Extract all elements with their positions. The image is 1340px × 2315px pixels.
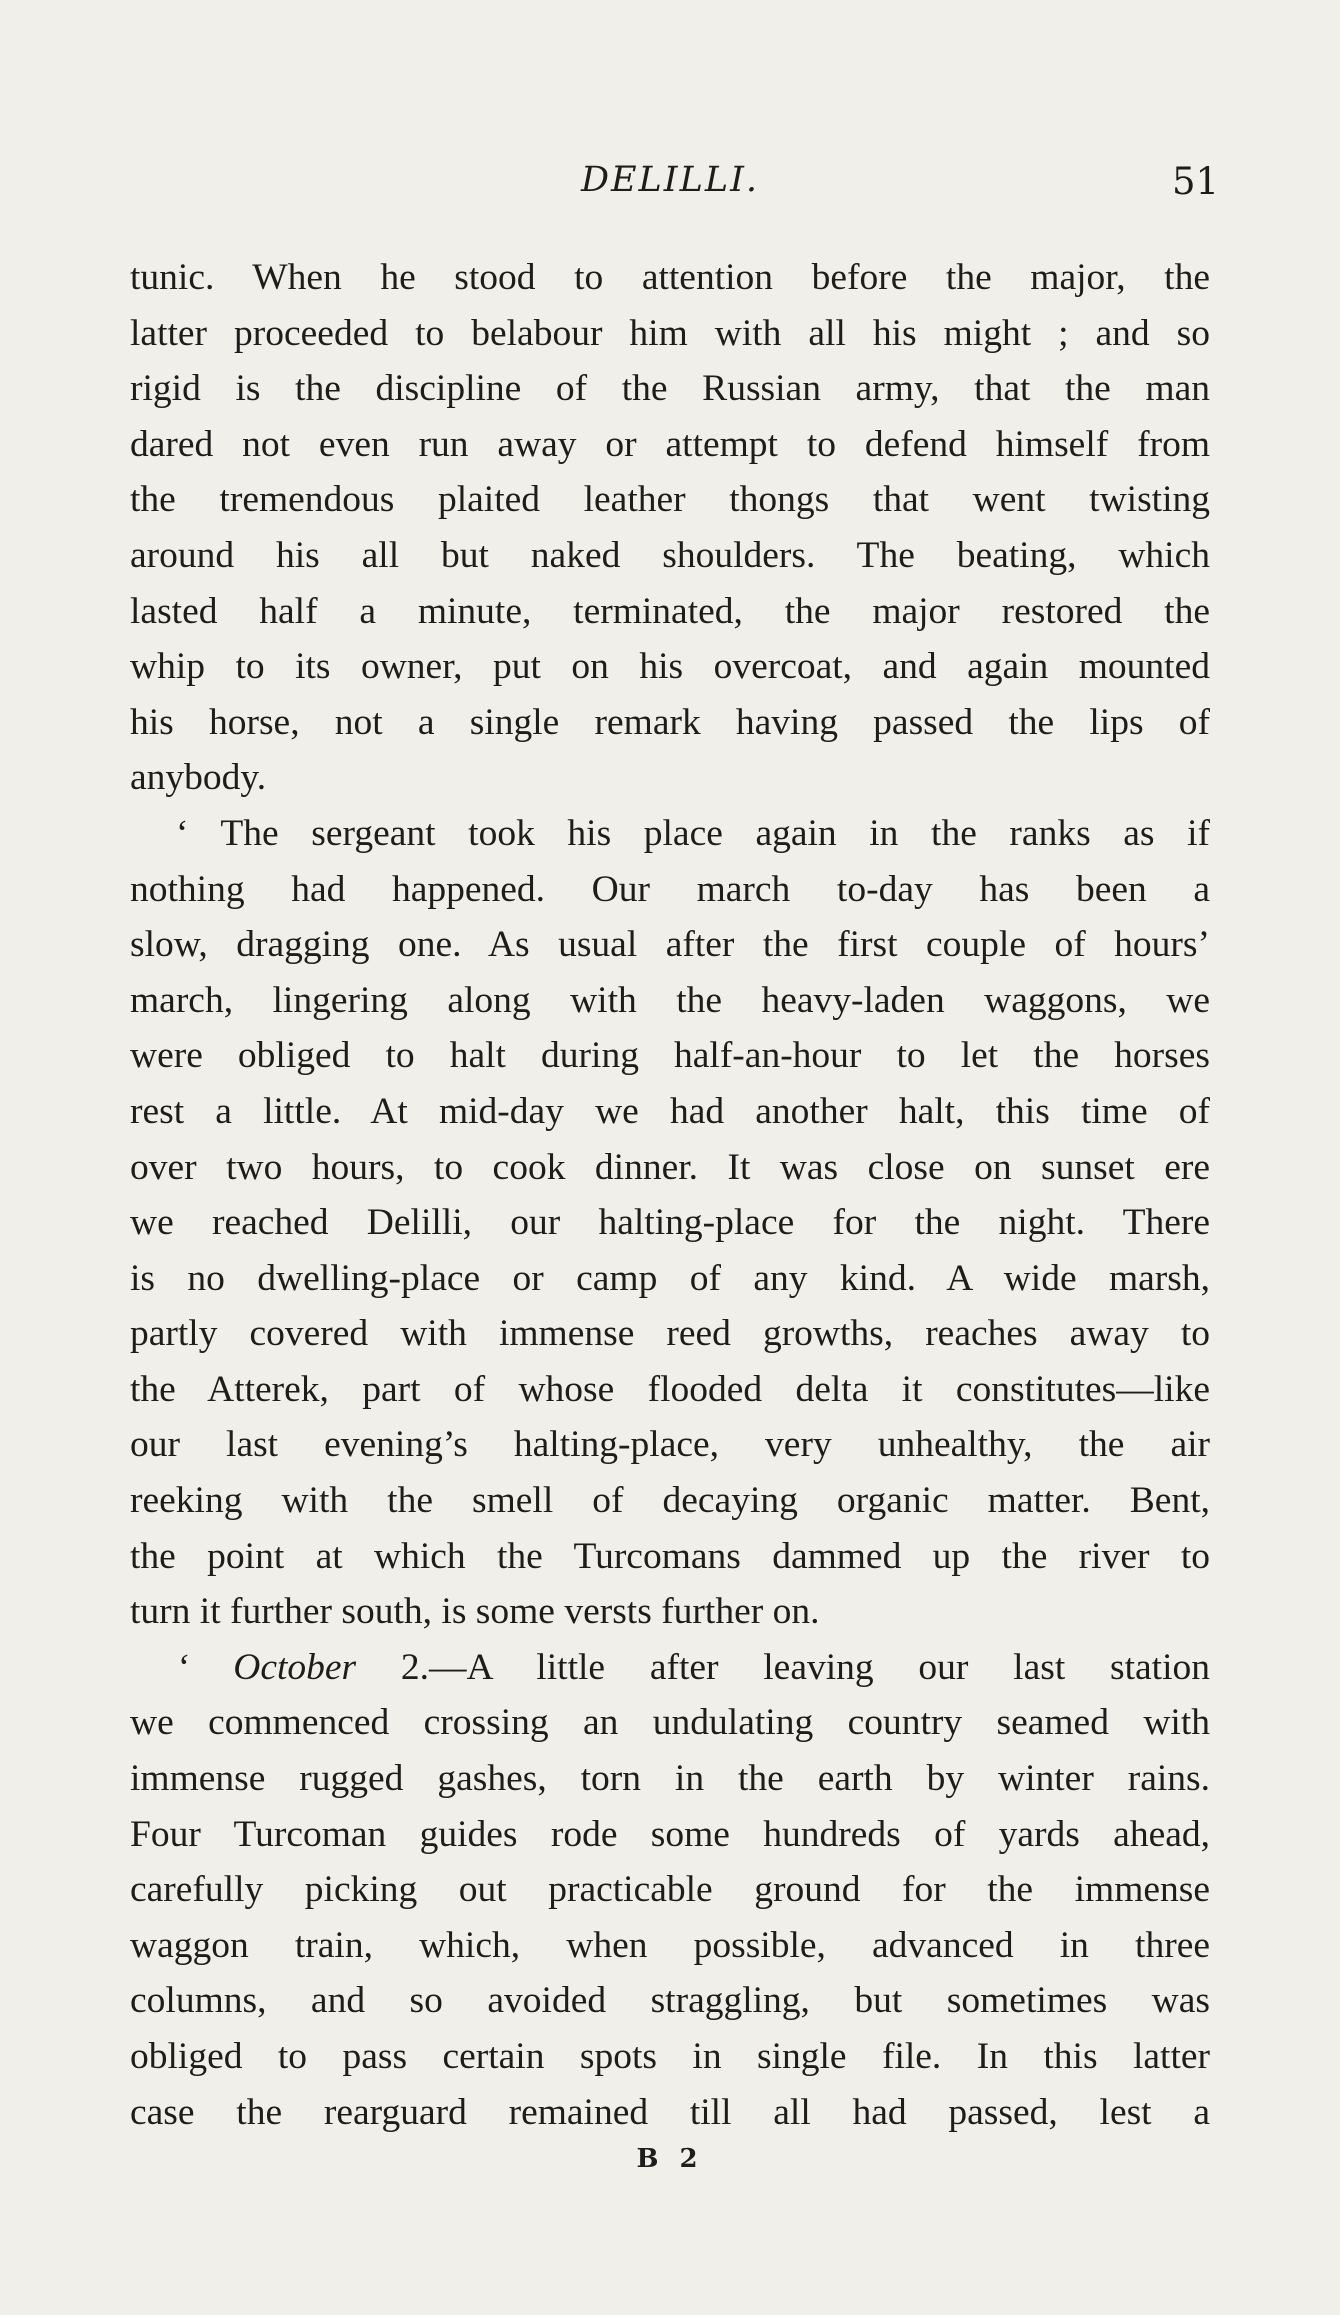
text-line: ‘ The sergeant took his place again in the ranks as if	[176, 812, 1210, 854]
text-line: his horse, not a single remark having passed the lips of	[130, 701, 1210, 743]
text-line: were obliged to halt during half-an-hour to let the horses	[130, 1035, 1210, 1077]
text-line: over two hours, to cook dinner. It was close on sunset ere	[130, 1146, 1210, 1188]
date-prefix: ‘ October	[176, 1646, 357, 1688]
text-line: around his all but naked shoulders. The beating, which	[130, 534, 1210, 576]
running-head	[0, 160, 1340, 220]
text-line: rigid is the discipline of the Russian army, that the man	[130, 368, 1210, 410]
text-line: rest a little. At mid-day we had another halt, this time of	[130, 1090, 1210, 1132]
text-line: carefully picking out practicable ground for the immense	[130, 1869, 1210, 1911]
text-line: slow, dragging one. As usual after the first couple of hours’	[130, 924, 1210, 966]
text-line: reeking with the smell of decaying organic matter. Bent,	[130, 1480, 1210, 1522]
text-line: whip to its owner, put on his overcoat, and again mounted	[130, 646, 1210, 688]
text-line: nothing had happened. Our march to-day has been a	[130, 868, 1210, 910]
text-line: anybody.	[130, 757, 267, 799]
running-title: DELILLI.	[580, 160, 760, 200]
text-line-dated	[130, 1640, 1210, 1696]
text-line: tunic. When he stood to attention before the major, the	[130, 257, 1210, 298]
dated-line-text: 2.—A little after leaving our last station	[400, 1646, 1210, 1688]
text-line: immense rugged gashes, torn in the earth by winter rains.	[130, 1758, 1210, 1800]
text-line: case the rearguard remained till all had passed, lest a	[130, 2091, 1210, 2133]
text-line: the point at which the Turcomans dammed up the river to	[130, 1535, 1210, 1577]
text-line: partly covered with immense reed growths, reaches away to	[130, 1313, 1210, 1355]
text-line: latter proceeded to belabour him with all his might ; and so	[130, 312, 1210, 354]
text-line: the Atterek, part of whose flooded delta it constitutes—like	[130, 1368, 1210, 1410]
text-line: our last evening’s halting-place, very unhealthy, the air	[130, 1424, 1210, 1466]
text-line: march, lingering along with the heavy-laden waggons, we	[130, 979, 1210, 1021]
text-line: we reached Delilli, our halting-place for the night. There	[130, 1202, 1210, 1244]
body-text	[130, 250, 1210, 2140]
text-line: dared not even run away or attempt to defend himself from	[130, 423, 1210, 465]
text-line: the tremendous plaited leather thongs that went twisting	[130, 479, 1210, 521]
text-line: is no dwelling-place or camp of any kind. A wide marsh,	[130, 1257, 1210, 1299]
page-number: 51	[1172, 160, 1220, 203]
text-line: turn it further south, is some versts further on.	[130, 1591, 820, 1633]
text-line: lasted half a minute, terminated, the major restored the	[130, 590, 1210, 632]
text-line: waggon train, which, when possible, advanced in three	[130, 1924, 1210, 1966]
text-line: obliged to pass certain spots in single file. In this latter	[130, 2036, 1210, 2077]
text-line: Four Turcoman guides rode some hundreds of yards ahead,	[130, 1813, 1210, 1855]
text-line: columns, and so avoided straggling, but sometimes was	[130, 1980, 1210, 2022]
text-line: we commenced crossing an undulating country seamed with	[130, 1702, 1210, 1744]
signature-mark: B 2	[636, 2144, 704, 2174]
